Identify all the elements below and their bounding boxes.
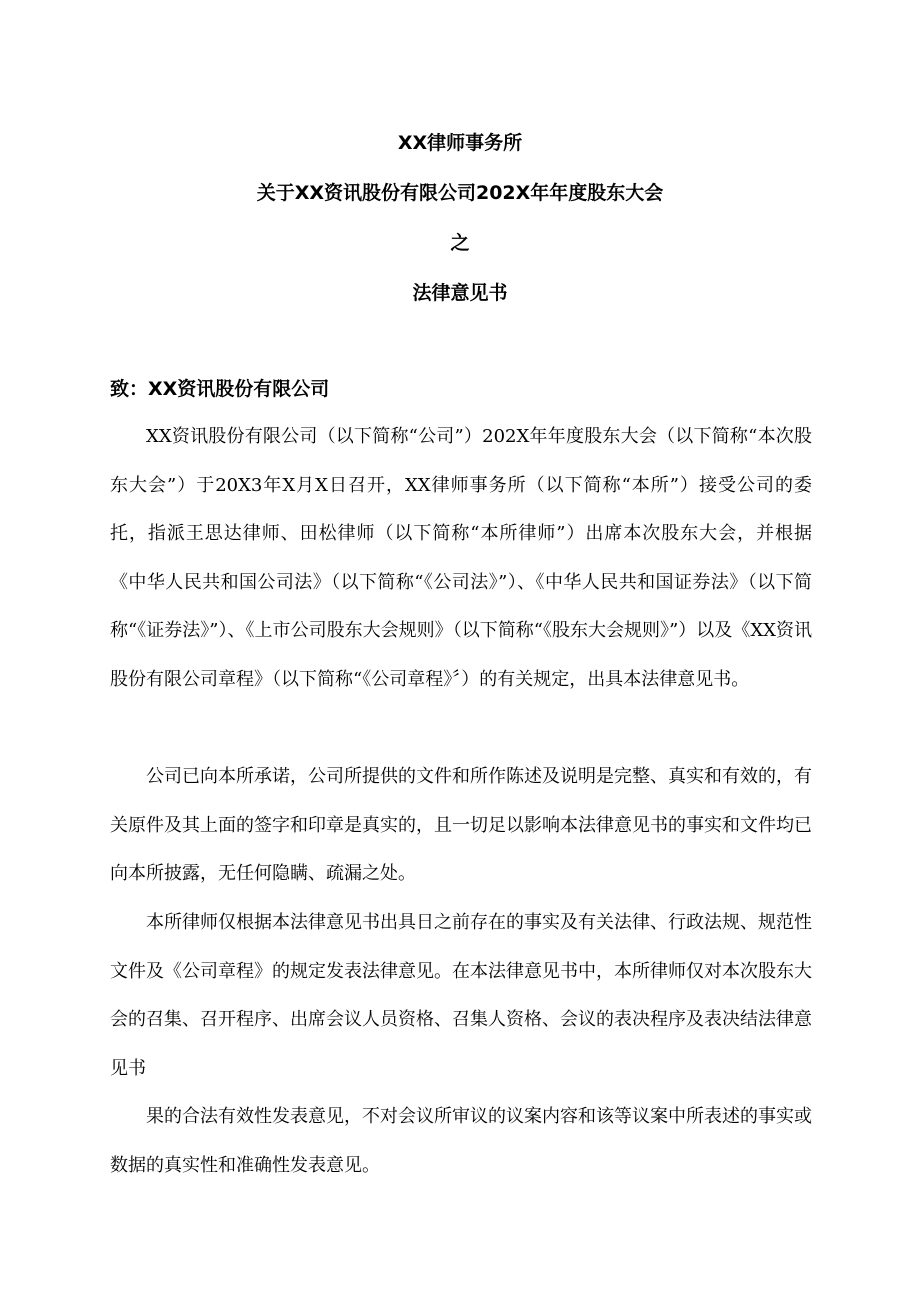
law-firm-title: XX律师事务所 [397, 132, 523, 154]
paragraph-scope-of-opinion: 本所律师仅根据本法律意见书出具日之前存在的事实及有关法律、行政法规、规范性文件及《公司章程》的规定发表法律意见。在本法律意见书中，本所律师仅对本次股东大会的召集、召开程序、出席会议人员资格、召集人资格、会议的表决程序及表决结法律意见书 [110, 912, 812, 1079]
opinion-subject-title: 关于XX资讯股份有限公司202X年年度股东大会 [256, 182, 664, 204]
document-type-title: 法律意见书 [412, 282, 508, 304]
paragraph-introduction: XX资讯股份有限公司（以下简称“公司”）202X年年度股东大会（以下简称“本次股东大会”）于20X3年X月X日召开，XX律师事务所（以下简称“本所”）接受公司的委托，指派王思达律师、田松律师（以下简称“本所律师”）出席本次股东大会，并根据《中华人民共和国公司法》（以下简称“《公司法》”）、《中华人民共和国证券法》（以下简称“《证券法》”）、《上市公司股东大会规则》（以下简称“《股东大会规则》”）以及《XX资讯股份有限公司章程》（以下简称“《公司章程》〞）的有关规定，出具本法律意见书。 [110, 426, 812, 690]
paragraph-company-undertaking: 公司已向本所承诺，公司所提供的文件和所作陈述及说明是完整、真实和有效的，有关原件及其上面的签字和印章是真实的，且一切足以影响本法律意见书的事实和文件均已向本所披露，无任何隐瞒、疏漏之处。 [110, 766, 812, 884]
addressee-line: 致：XX资讯股份有限公司 [110, 378, 330, 400]
title-connector: 之 [450, 232, 470, 254]
paragraph-scope-continued: 果的合法有效性发表意见，不对会议所审议的议案内容和该等议案中所表述的事实或数据的真实性和准确性发表意见。 [110, 1106, 812, 1176]
